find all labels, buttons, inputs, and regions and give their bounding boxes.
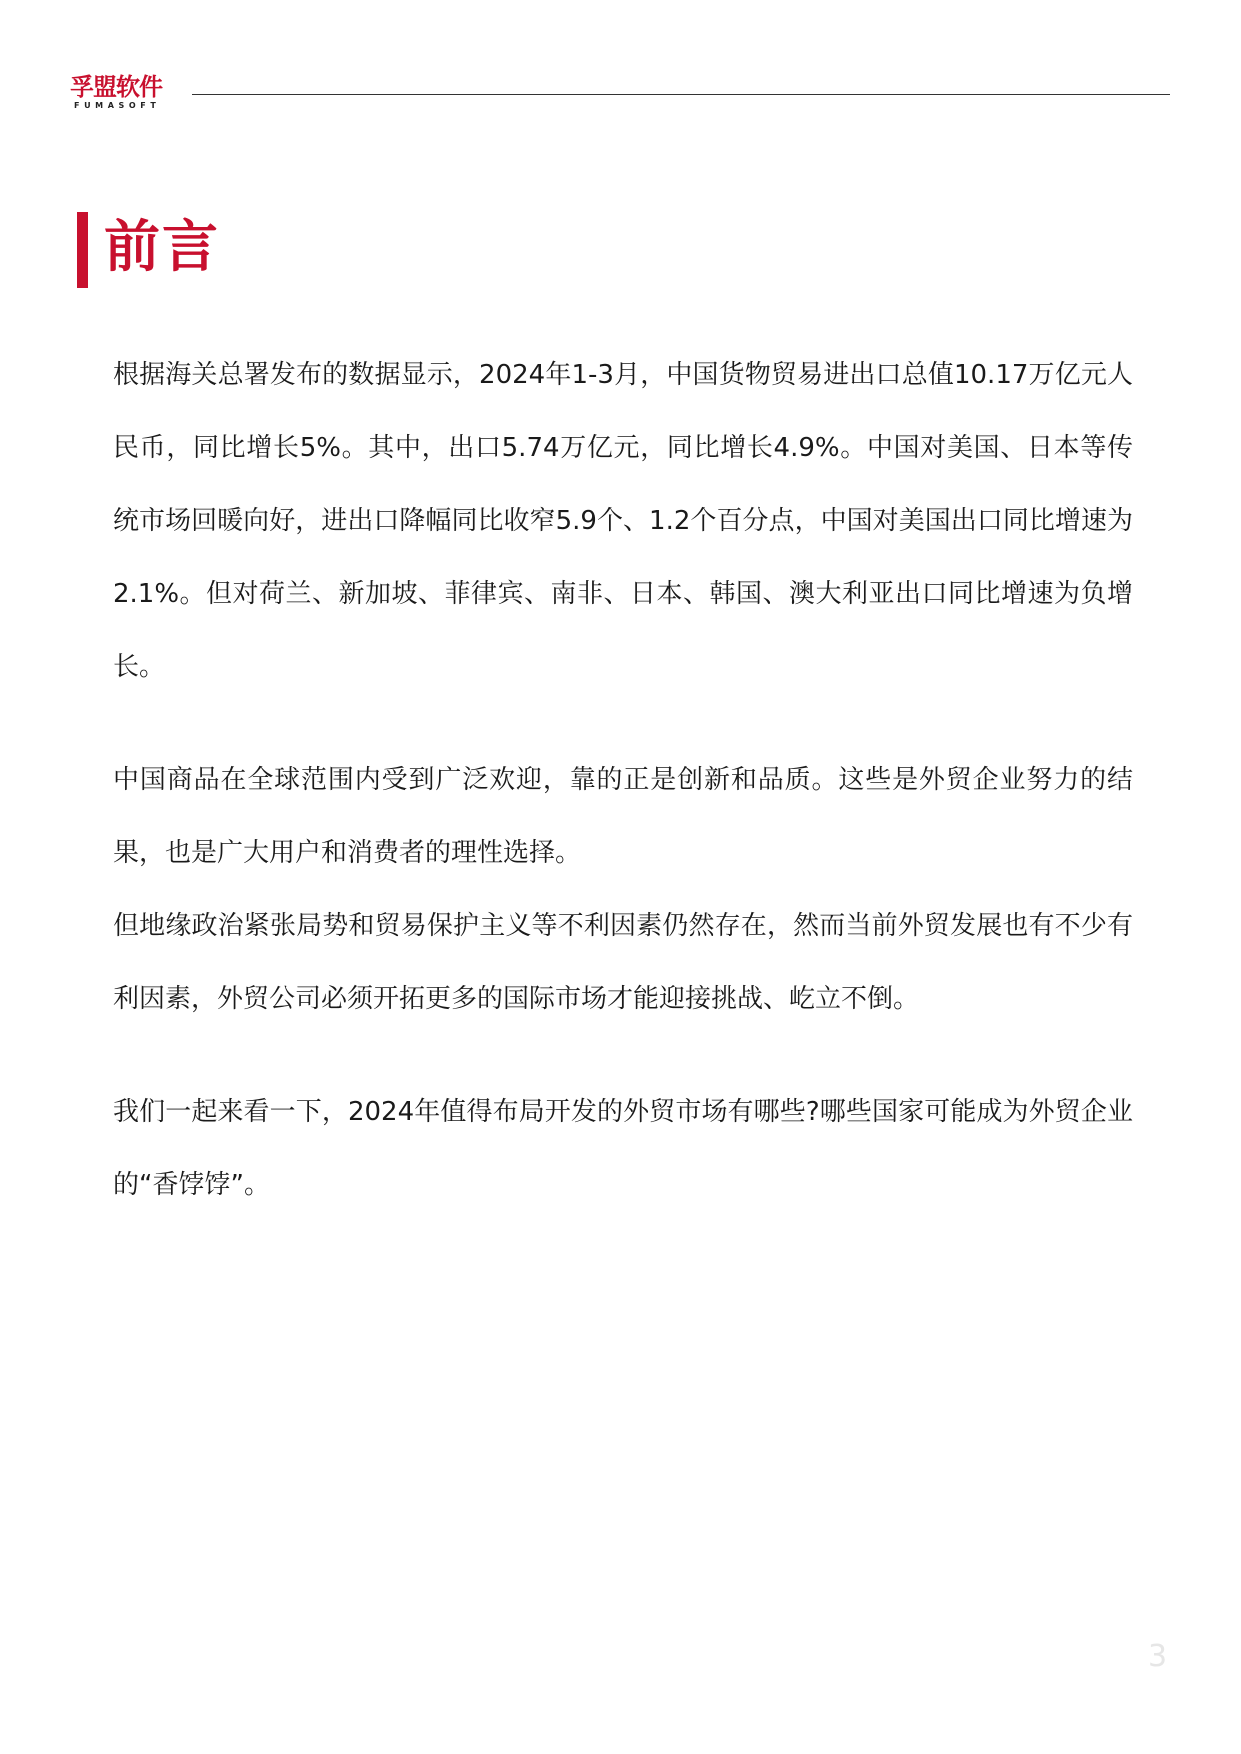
fumasoft-logo — [70, 72, 180, 112]
paragraph-trade-data: 根据海关总署发布的数据显示，2024年1-3月，中国货物贸易进出口总值10.17万亿元人民币，同比增长5%。其中，出口5.74万亿元，同比增长4.9%。中国对美国、日本等传统市场回暖向好，进出口降幅同比收窄5.9个、1.2个百分点，中国对美国出口同比增速为2.1%。但对荷兰、新加坡、菲律宾、南非、日本、韩国、澳大利亚出口同比增速为负增长。 — [113, 360, 1133, 682]
page-header — [70, 72, 1170, 112]
header-divider — [192, 94, 1170, 95]
paragraph-risks: 但地缘政治紧张局势和贸易保护主义等不利因素仍然存在，然而当前外贸发展也有不少有利因素，外贸公司必须开拓更多的国际市场才能迎接挑战、屹立不倒。 — [113, 911, 1133, 1014]
paragraph-outlook: 我们一起来看一下，2024年值得布局开发的外贸市场有哪些?哪些国家可能成为外贸企业的“香饽饽”。 — [113, 1097, 1133, 1200]
section-title: 前言 — [104, 215, 220, 280]
paragraph-chinese-goods: 中国商品在全球范围内受到广泛欢迎，靠的正是创新和品质。这些是外贸企业努力的结果，也是广大用户和消费者的理性选择。 — [113, 765, 1133, 868]
body-content — [113, 339, 1133, 1222]
logo-english-text: FUMASOFT — [74, 101, 161, 110]
logo-chinese-text: 孚盟软件 — [70, 73, 162, 101]
title-accent-bar — [77, 212, 88, 288]
page-number: 3 — [1148, 1639, 1168, 1674]
